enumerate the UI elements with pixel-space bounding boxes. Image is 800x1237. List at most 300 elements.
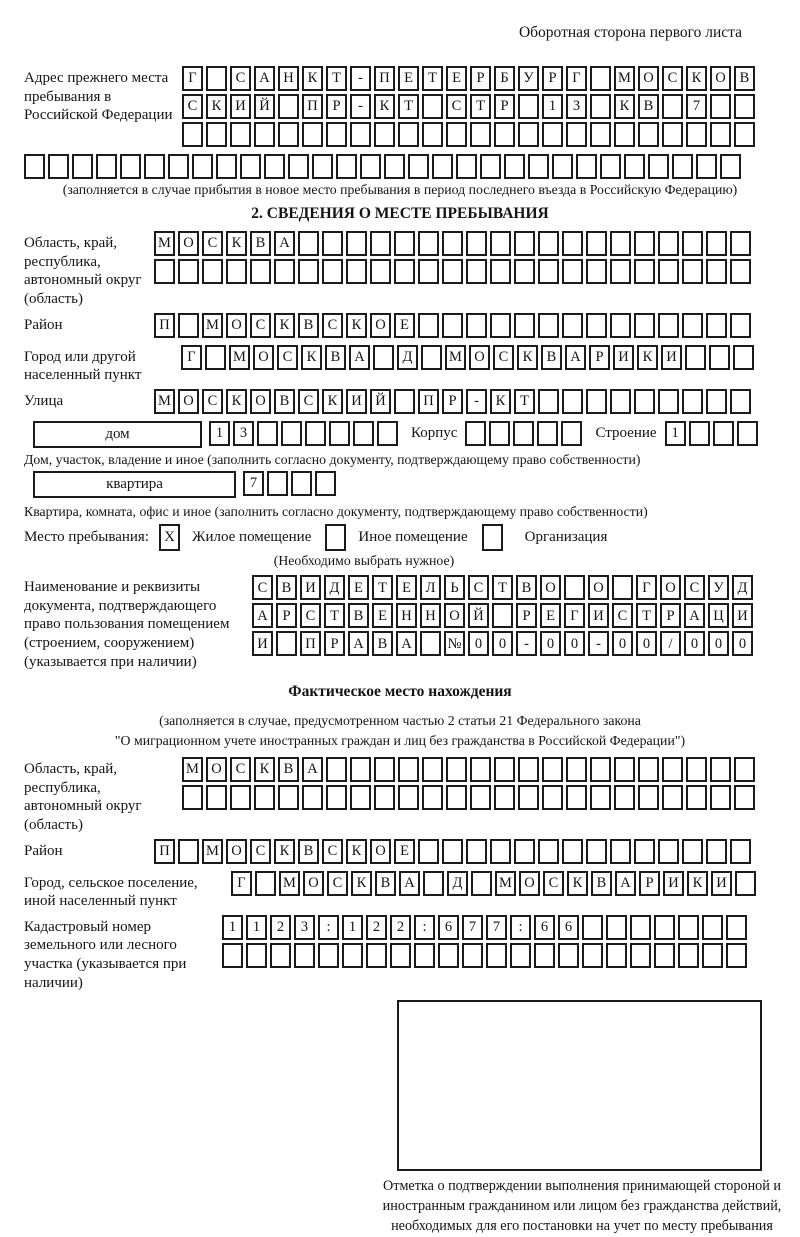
char-cell bbox=[422, 785, 443, 810]
char-cell: В bbox=[638, 94, 659, 119]
region-label: Область, край, республика, автономный округ (область) bbox=[24, 235, 142, 308]
region-row-1 bbox=[154, 231, 754, 256]
char-cell: Д bbox=[324, 575, 345, 600]
char-cell bbox=[614, 122, 635, 147]
char-cell bbox=[737, 421, 758, 446]
char-cell: М bbox=[445, 345, 466, 370]
cadastral-block bbox=[24, 915, 776, 992]
char-cell: В bbox=[276, 575, 297, 600]
char-cell: О bbox=[444, 603, 465, 628]
char-cell bbox=[538, 313, 559, 338]
char-cell bbox=[490, 839, 511, 864]
char-cell bbox=[394, 259, 415, 284]
char-cell bbox=[422, 757, 443, 782]
char-cell: 0 bbox=[684, 631, 705, 656]
char-cell: Д bbox=[447, 871, 468, 896]
char-cell bbox=[720, 154, 741, 179]
char-cell bbox=[398, 122, 419, 147]
char-cell bbox=[346, 259, 367, 284]
prev-address-label: Адрес прежнего места пребывания в Российской Федерации bbox=[24, 70, 173, 124]
char-cell bbox=[302, 122, 323, 147]
char-cell: 6 bbox=[438, 915, 459, 940]
char-cell bbox=[315, 471, 336, 496]
char-cell bbox=[438, 943, 459, 968]
char-cell: 1 bbox=[342, 915, 363, 940]
char-cell bbox=[734, 785, 755, 810]
char-cell bbox=[366, 943, 387, 968]
char-cell bbox=[634, 839, 655, 864]
char-cell: К bbox=[637, 345, 658, 370]
char-cell bbox=[610, 259, 631, 284]
char-cell: Р bbox=[660, 603, 681, 628]
document-row-1 bbox=[252, 575, 756, 600]
char-cell: Т bbox=[636, 603, 657, 628]
char-cell: Е bbox=[394, 839, 415, 864]
stay-type-note: (Необходимо выбрать нужное) bbox=[273, 553, 455, 569]
char-cell bbox=[305, 421, 326, 446]
char-cell bbox=[96, 154, 117, 179]
char-cell bbox=[513, 421, 534, 446]
char-cell bbox=[346, 231, 367, 256]
char-cell bbox=[206, 785, 227, 810]
char-cell: В bbox=[541, 345, 562, 370]
char-cell: : bbox=[318, 915, 339, 940]
char-cell: К bbox=[226, 389, 247, 414]
char-cell: У bbox=[708, 575, 729, 600]
char-cell bbox=[610, 389, 631, 414]
char-cell: А bbox=[302, 757, 323, 782]
char-cell: Т bbox=[422, 66, 443, 91]
char-cell bbox=[534, 943, 555, 968]
char-cell: К bbox=[374, 94, 395, 119]
actual-region-row-1 bbox=[182, 757, 758, 782]
char-cell: К bbox=[567, 871, 588, 896]
char-cell: Г bbox=[231, 871, 252, 896]
option-other-premises-label: Иное помещение bbox=[358, 529, 468, 546]
char-cell: О bbox=[303, 871, 324, 896]
char-cell: С bbox=[446, 94, 467, 119]
char-cell bbox=[658, 313, 679, 338]
char-cell: Н bbox=[420, 603, 441, 628]
char-cell bbox=[278, 785, 299, 810]
char-cell: Р bbox=[542, 66, 563, 91]
char-cell bbox=[542, 757, 563, 782]
char-cell bbox=[350, 757, 371, 782]
char-cell bbox=[278, 94, 299, 119]
char-cell bbox=[216, 154, 237, 179]
char-cell: Г bbox=[636, 575, 657, 600]
char-cell bbox=[672, 154, 693, 179]
char-cell bbox=[538, 839, 559, 864]
char-cell: Е bbox=[394, 313, 415, 338]
char-cell bbox=[590, 757, 611, 782]
char-cell bbox=[662, 94, 683, 119]
char-cell: П bbox=[302, 94, 323, 119]
char-cell: Г bbox=[564, 603, 585, 628]
char-cell bbox=[230, 122, 251, 147]
char-cell bbox=[489, 421, 510, 446]
char-cell bbox=[730, 231, 751, 256]
char-cell: Г bbox=[182, 66, 203, 91]
char-cell: О bbox=[370, 839, 391, 864]
char-cell bbox=[182, 122, 203, 147]
char-cell bbox=[682, 231, 703, 256]
korpus-row bbox=[465, 421, 585, 446]
char-cell bbox=[566, 757, 587, 782]
char-cell: 2 bbox=[390, 915, 411, 940]
char-cell bbox=[590, 122, 611, 147]
char-cell: О bbox=[370, 313, 391, 338]
char-cell: В bbox=[278, 757, 299, 782]
char-cell bbox=[222, 943, 243, 968]
checkbox-organization bbox=[482, 524, 503, 551]
char-cell bbox=[542, 122, 563, 147]
char-cell bbox=[466, 231, 487, 256]
actual-city-block bbox=[24, 871, 776, 911]
char-cell bbox=[730, 259, 751, 284]
street-label: Улица bbox=[24, 392, 64, 409]
char-cell: 0 bbox=[564, 631, 585, 656]
char-cell bbox=[685, 345, 706, 370]
char-cell bbox=[612, 575, 633, 600]
char-cell: А bbox=[684, 603, 705, 628]
char-cell: С bbox=[230, 66, 251, 91]
char-cell: М bbox=[279, 871, 300, 896]
char-cell bbox=[254, 785, 275, 810]
char-cell: К bbox=[687, 871, 708, 896]
char-cell bbox=[638, 785, 659, 810]
char-cell bbox=[267, 471, 288, 496]
char-cell: С bbox=[327, 871, 348, 896]
char-cell: С bbox=[277, 345, 298, 370]
char-cell: О bbox=[469, 345, 490, 370]
char-cell: С bbox=[684, 575, 705, 600]
char-cell: М bbox=[614, 66, 635, 91]
char-cell bbox=[490, 231, 511, 256]
char-cell bbox=[470, 757, 491, 782]
char-cell bbox=[291, 471, 312, 496]
char-cell bbox=[442, 259, 463, 284]
stroenie-row bbox=[665, 421, 761, 446]
char-cell bbox=[713, 421, 734, 446]
char-cell bbox=[678, 915, 699, 940]
char-cell: К bbox=[302, 66, 323, 91]
char-cell: 3 bbox=[566, 94, 587, 119]
char-cell bbox=[514, 259, 535, 284]
char-cell bbox=[518, 122, 539, 147]
char-cell bbox=[562, 839, 583, 864]
char-cell: 0 bbox=[612, 631, 633, 656]
actual-district-label: Район bbox=[24, 842, 63, 859]
char-cell: В bbox=[325, 345, 346, 370]
char-cell: В bbox=[250, 231, 271, 256]
char-cell bbox=[288, 154, 309, 179]
char-cell bbox=[610, 231, 631, 256]
actual-city-label: Город, сельское поселение, иной населенный пункт bbox=[24, 874, 198, 910]
char-cell bbox=[490, 259, 511, 284]
char-cell: О bbox=[178, 389, 199, 414]
char-cell bbox=[230, 785, 251, 810]
law-note-line2: "О миграционном учете иностранных граждан и лиц без гражданства в Российской Федерации") bbox=[114, 733, 686, 749]
stamp-box bbox=[397, 1000, 762, 1171]
char-cell bbox=[726, 915, 747, 940]
char-cell bbox=[442, 313, 463, 338]
char-cell: 0 bbox=[492, 631, 513, 656]
char-cell: С bbox=[322, 839, 343, 864]
char-cell: О bbox=[660, 575, 681, 600]
char-cell: С bbox=[230, 757, 251, 782]
char-cell: О bbox=[540, 575, 561, 600]
char-cell bbox=[456, 154, 477, 179]
char-cell: 0 bbox=[468, 631, 489, 656]
char-cell: М bbox=[154, 231, 175, 256]
char-cell bbox=[154, 259, 175, 284]
house-type-box: дом bbox=[33, 421, 202, 448]
char-cell: К bbox=[274, 839, 295, 864]
char-cell bbox=[682, 839, 703, 864]
char-cell: Р bbox=[516, 603, 537, 628]
char-cell bbox=[298, 259, 319, 284]
char-cell bbox=[590, 785, 611, 810]
char-cell bbox=[446, 122, 467, 147]
char-cell: О bbox=[588, 575, 609, 600]
char-cell bbox=[586, 839, 607, 864]
char-cell: С bbox=[182, 94, 203, 119]
char-cell bbox=[634, 259, 655, 284]
char-cell bbox=[462, 943, 483, 968]
char-cell: С bbox=[202, 231, 223, 256]
char-cell: О bbox=[253, 345, 274, 370]
char-cell: М bbox=[202, 839, 223, 864]
char-cell: Е bbox=[372, 603, 393, 628]
char-cell bbox=[564, 575, 585, 600]
char-cell: К bbox=[517, 345, 538, 370]
char-cell: 1 bbox=[209, 421, 230, 446]
char-cell bbox=[492, 603, 513, 628]
char-cell bbox=[353, 421, 374, 446]
char-cell: 7 bbox=[686, 94, 707, 119]
document-label: Наименование и реквизиты документа, подтверждающего право пользования помещением (строением, сооружением) (указывается при наличии) bbox=[24, 579, 230, 670]
char-cell bbox=[733, 345, 754, 370]
prev-address-row-2 bbox=[182, 94, 758, 119]
document-block bbox=[24, 575, 776, 671]
char-cell: О bbox=[519, 871, 540, 896]
char-cell bbox=[421, 345, 442, 370]
char-cell bbox=[624, 154, 645, 179]
char-cell bbox=[586, 231, 607, 256]
char-cell bbox=[590, 66, 611, 91]
char-cell: Ц bbox=[708, 603, 729, 628]
stroenie-label: Строение bbox=[595, 424, 657, 441]
char-cell: В bbox=[372, 631, 393, 656]
char-cell bbox=[606, 943, 627, 968]
char-cell: А bbox=[396, 631, 417, 656]
char-cell: А bbox=[348, 631, 369, 656]
actual-city-row bbox=[231, 871, 759, 896]
char-cell bbox=[442, 839, 463, 864]
char-cell: К bbox=[274, 313, 295, 338]
char-cell bbox=[494, 122, 515, 147]
char-cell bbox=[518, 94, 539, 119]
char-cell bbox=[246, 943, 267, 968]
char-cell: А bbox=[565, 345, 586, 370]
char-cell: 0 bbox=[732, 631, 753, 656]
char-cell: М bbox=[495, 871, 516, 896]
char-cell: П bbox=[300, 631, 321, 656]
char-cell: - bbox=[588, 631, 609, 656]
char-cell: О bbox=[206, 757, 227, 782]
char-cell bbox=[374, 122, 395, 147]
char-cell bbox=[326, 757, 347, 782]
char-cell: О bbox=[710, 66, 731, 91]
char-cell: Н bbox=[278, 66, 299, 91]
char-cell: К bbox=[346, 313, 367, 338]
char-cell bbox=[329, 421, 350, 446]
char-cell bbox=[48, 154, 69, 179]
char-cell bbox=[514, 313, 535, 338]
char-cell bbox=[336, 154, 357, 179]
char-cell bbox=[562, 231, 583, 256]
char-cell: / bbox=[660, 631, 681, 656]
char-cell bbox=[504, 154, 525, 179]
char-cell bbox=[706, 259, 727, 284]
char-cell bbox=[658, 839, 679, 864]
char-cell: Л bbox=[420, 575, 441, 600]
char-cell: М bbox=[202, 313, 223, 338]
char-cell: И bbox=[252, 631, 273, 656]
prev-address-block bbox=[24, 66, 776, 150]
char-cell: О bbox=[178, 231, 199, 256]
char-cell: 2 bbox=[366, 915, 387, 940]
char-cell: П bbox=[154, 839, 175, 864]
char-cell bbox=[735, 871, 756, 896]
char-cell bbox=[373, 345, 394, 370]
char-cell bbox=[326, 122, 347, 147]
char-cell bbox=[294, 943, 315, 968]
char-cell bbox=[566, 122, 587, 147]
char-cell: № bbox=[444, 631, 465, 656]
korpus-label: Корпус bbox=[411, 424, 458, 441]
district-label: Район bbox=[24, 316, 63, 333]
char-cell: К bbox=[346, 839, 367, 864]
char-cell bbox=[418, 313, 439, 338]
char-cell: Й bbox=[468, 603, 489, 628]
char-cell bbox=[486, 943, 507, 968]
char-cell: А bbox=[349, 345, 370, 370]
apartment-block bbox=[24, 471, 776, 499]
char-cell: И bbox=[300, 575, 321, 600]
char-cell: Б bbox=[494, 66, 515, 91]
char-cell: К bbox=[322, 389, 343, 414]
char-cell: 6 bbox=[534, 915, 555, 940]
house-number-row bbox=[209, 421, 401, 446]
char-cell bbox=[734, 122, 755, 147]
actual-region-row-2 bbox=[182, 785, 758, 810]
char-cell bbox=[706, 389, 727, 414]
char-cell bbox=[377, 421, 398, 446]
char-cell: И bbox=[346, 389, 367, 414]
char-cell: М bbox=[182, 757, 203, 782]
char-cell bbox=[322, 259, 343, 284]
char-cell: С bbox=[468, 575, 489, 600]
char-cell: - bbox=[466, 389, 487, 414]
char-cell bbox=[706, 231, 727, 256]
char-cell bbox=[682, 313, 703, 338]
char-cell: О bbox=[226, 839, 247, 864]
char-cell bbox=[432, 154, 453, 179]
char-cell bbox=[518, 757, 539, 782]
char-cell bbox=[270, 943, 291, 968]
char-cell bbox=[278, 122, 299, 147]
char-cell bbox=[710, 757, 731, 782]
char-cell: А bbox=[252, 603, 273, 628]
char-cell: В bbox=[298, 313, 319, 338]
char-cell bbox=[250, 259, 271, 284]
actual-region-block bbox=[24, 757, 776, 834]
char-cell bbox=[312, 154, 333, 179]
char-cell: С bbox=[612, 603, 633, 628]
char-cell: С bbox=[662, 66, 683, 91]
char-cell bbox=[558, 943, 579, 968]
cadastral-row-2 bbox=[222, 943, 750, 968]
char-cell bbox=[72, 154, 93, 179]
char-cell: 7 bbox=[462, 915, 483, 940]
char-cell bbox=[374, 757, 395, 782]
char-cell bbox=[682, 259, 703, 284]
char-cell bbox=[658, 231, 679, 256]
char-cell bbox=[205, 345, 226, 370]
char-cell bbox=[442, 231, 463, 256]
char-cell bbox=[562, 259, 583, 284]
char-cell bbox=[702, 943, 723, 968]
char-cell bbox=[590, 94, 611, 119]
char-cell: К bbox=[226, 231, 247, 256]
char-cell: И bbox=[588, 603, 609, 628]
char-cell: 2 bbox=[270, 915, 291, 940]
char-cell bbox=[298, 231, 319, 256]
char-cell bbox=[494, 757, 515, 782]
char-cell: С bbox=[202, 389, 223, 414]
char-cell bbox=[255, 871, 276, 896]
char-cell bbox=[614, 785, 635, 810]
char-cell bbox=[538, 259, 559, 284]
char-cell bbox=[600, 154, 621, 179]
char-cell bbox=[686, 757, 707, 782]
char-cell: О bbox=[638, 66, 659, 91]
char-cell: 0 bbox=[540, 631, 561, 656]
char-cell: Е bbox=[396, 575, 417, 600]
char-cell bbox=[648, 154, 669, 179]
char-cell: А bbox=[254, 66, 275, 91]
char-cell: 1 bbox=[222, 915, 243, 940]
char-cell: К bbox=[490, 389, 511, 414]
char-cell bbox=[390, 943, 411, 968]
char-cell bbox=[662, 785, 683, 810]
char-cell: О bbox=[250, 389, 271, 414]
char-cell: И bbox=[711, 871, 732, 896]
char-cell bbox=[614, 757, 635, 782]
char-cell: С bbox=[250, 313, 271, 338]
region-block bbox=[24, 231, 776, 308]
char-cell bbox=[350, 122, 371, 147]
char-cell: С bbox=[252, 575, 273, 600]
char-cell: Е bbox=[348, 575, 369, 600]
char-cell bbox=[360, 154, 381, 179]
city-label: Город или другой населенный пункт bbox=[24, 348, 142, 384]
char-cell: П bbox=[374, 66, 395, 91]
char-cell bbox=[518, 785, 539, 810]
char-cell bbox=[192, 154, 213, 179]
